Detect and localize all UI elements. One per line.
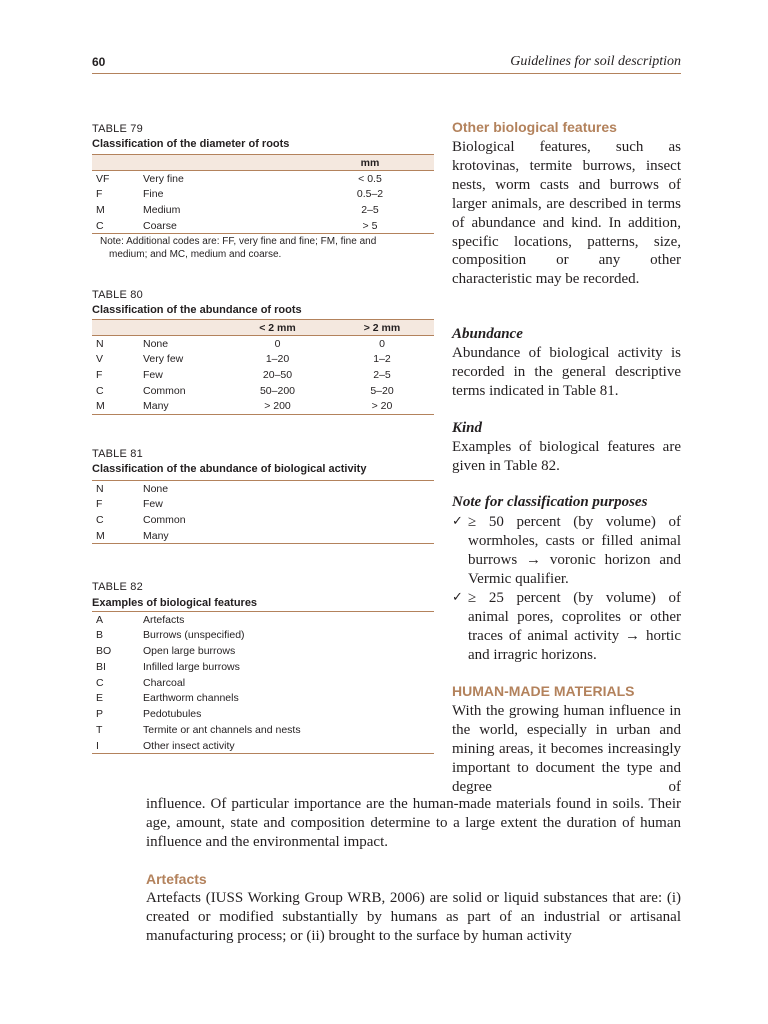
row-label: Very few — [143, 353, 184, 366]
row-label: Fine — [143, 188, 164, 201]
table82-caption: Examples of biological features — [92, 597, 258, 609]
table79-caption: Classification of the diameter of roots — [92, 138, 290, 150]
human-made-heading: HUMAN-MADE MATERIALS — [452, 683, 635, 699]
row-large: 2–5 — [373, 368, 391, 381]
table-row — [92, 171, 434, 187]
row-code: M — [92, 528, 143, 544]
table-row — [92, 643, 434, 659]
table-row — [92, 351, 434, 367]
table-row — [92, 722, 434, 738]
table-row — [92, 512, 434, 528]
abundance-heading: Abundance — [452, 326, 523, 342]
row-label: Artefacts — [143, 612, 434, 628]
row-code: N — [92, 481, 143, 497]
human-made-text: With the growing human influence in the world, especially in urban and mining areas, it becomes increasingly important to document the type and degree of — [452, 703, 681, 795]
row-label: Many — [143, 528, 434, 544]
table-row — [92, 383, 434, 399]
header-rule — [92, 73, 681, 74]
check-icon: ✓ — [452, 514, 463, 529]
row-code: F — [96, 498, 103, 511]
row-code: M — [92, 399, 143, 415]
row-label: Termite or ant channels and nests — [143, 723, 301, 736]
row-code: M — [96, 203, 105, 216]
human-made-text-continued: influence. Of particular importance are the human-made materials found in soils. Their age, amount, state and composition determine to a large extent the duration of human influence and the environmental impact. — [146, 796, 681, 850]
row-code: C — [92, 218, 143, 234]
row-large: 1–2 — [373, 353, 391, 366]
table80-number: TABLE 80 — [92, 289, 143, 301]
row-label: Open large burrows — [143, 644, 236, 657]
classification-bullet-2: ≥ 25 percent (by volume) of animal pores, coprolites or other traces of animal activity → hortic and irragric horizons. — [468, 590, 681, 663]
row-label: Medium — [143, 203, 181, 216]
table-row — [92, 738, 434, 754]
row-label: Other insect activity — [143, 738, 434, 754]
row-small: 50–200 — [259, 384, 296, 397]
row-code: F — [96, 368, 103, 381]
row-label: Common — [143, 384, 186, 397]
row-large: 0 — [379, 337, 385, 350]
row-label: Very fine — [143, 172, 184, 185]
table81-number: TABLE 81 — [92, 448, 143, 460]
table-row — [92, 481, 434, 497]
row-code: N — [96, 337, 104, 350]
row-code: A — [92, 612, 143, 628]
row-code: I — [92, 738, 143, 754]
row-label: Many — [143, 399, 225, 415]
row-small: 0 — [274, 337, 281, 350]
row-large: 5–20 — [370, 384, 394, 397]
table80 — [92, 319, 434, 415]
table-row — [92, 218, 434, 234]
row-code: P — [96, 708, 104, 721]
table-row — [92, 675, 434, 691]
artefacts-heading: Artefacts — [146, 871, 207, 887]
table-row — [92, 367, 434, 383]
kind-text: Examples of biological features are given in Table 82. — [452, 439, 681, 474]
row-label: Common — [143, 513, 186, 526]
row-code: BI — [96, 660, 106, 673]
check-icon: ✓ — [452, 590, 463, 605]
table-row — [92, 186, 434, 202]
row-code: V — [96, 353, 104, 366]
table80-col2-header: > 2 mm — [330, 320, 434, 336]
row-label: Infilled large burrows — [143, 660, 240, 673]
row-label: None — [143, 337, 169, 350]
row-value: 0.5–2 — [356, 188, 384, 201]
table-row — [92, 496, 434, 512]
row-label: Few — [143, 498, 163, 511]
table-row — [92, 399, 434, 415]
row-label: Charcoal — [143, 676, 186, 689]
row-code: C — [96, 676, 104, 689]
row-label: None — [143, 481, 434, 497]
classification-note-heading: Note for classification purposes — [452, 494, 648, 510]
table-row — [92, 706, 434, 722]
other-biological-heading: Other biological features — [452, 119, 617, 135]
row-label: Earthworm channels — [143, 692, 239, 705]
table79-col-header: mm — [306, 155, 434, 171]
table-row — [92, 612, 434, 628]
table-row — [92, 627, 434, 643]
row-code: E — [96, 692, 104, 705]
table-row — [92, 659, 434, 675]
table80-caption: Classification of the abundance of roots — [92, 304, 302, 316]
row-value: 2–5 — [361, 203, 379, 216]
table-row — [92, 690, 434, 706]
row-code: F — [96, 188, 103, 201]
row-label: Pedotubules — [143, 708, 202, 721]
table79-number: TABLE 79 — [92, 123, 143, 135]
row-label: Coarse — [143, 218, 306, 234]
row-label: Few — [143, 368, 163, 381]
classification-bullet-1: ≥ 50 percent (by volume) of wormholes, casts or filled animal burrows → voronic horizon and Vermic qualifier. — [468, 514, 681, 587]
table-row — [92, 336, 434, 352]
kind-heading: Kind — [452, 420, 483, 436]
row-code: VF — [96, 172, 110, 185]
row-value: < 0.5 — [358, 172, 382, 185]
table81 — [92, 480, 434, 544]
table82 — [92, 611, 434, 754]
table81-caption: Classification of the abundance of biological activity — [92, 463, 367, 475]
table-row — [92, 528, 434, 544]
abundance-text: Abundance of biological activity is recorded in the general descriptive terms indicated in Table 81. — [452, 345, 681, 399]
row-code: C — [96, 384, 104, 397]
table82-number: TABLE 82 — [92, 581, 143, 593]
note-line: medium; and MC, medium and coarse. — [109, 248, 282, 260]
row-large: > 20 — [330, 399, 434, 415]
table-row — [92, 202, 434, 218]
other-biological-text: Biological features, such as krotovinas, termite burrows, insect nests, worm casts and burrows of larger animals, are described in terms of abundance and kind. In addition, specific locations, patterns, size, composition or any other characteristic may be recorded. — [452, 139, 681, 288]
row-code: T — [96, 723, 103, 736]
row-value: > 5 — [306, 218, 434, 234]
table79 — [92, 154, 434, 234]
page-number: 60 — [92, 55, 106, 69]
row-small: 1–20 — [265, 353, 290, 366]
note-line: Note: Additional codes are: FF, very fine and fine; FM, fine and — [100, 236, 377, 247]
artefacts-text: Artefacts (IUSS Working Group WRB, 2006) are solid or liquid substances that are: (i) created or modified substantially by humans as part of an industrial or artisanal manufacturing process; or (ii) brought to the surface by human activity — [146, 890, 681, 944]
row-label: Burrows (unspecified) — [143, 629, 245, 642]
table79-note — [100, 236, 420, 261]
row-small: 20–50 — [262, 368, 293, 381]
row-code: BO — [96, 644, 112, 657]
row-small: > 200 — [225, 399, 330, 415]
row-code: B — [96, 629, 104, 642]
table80-col1-header: < 2 mm — [225, 320, 330, 336]
row-code: C — [96, 513, 104, 526]
running-title: Guidelines for soil description — [510, 54, 681, 69]
